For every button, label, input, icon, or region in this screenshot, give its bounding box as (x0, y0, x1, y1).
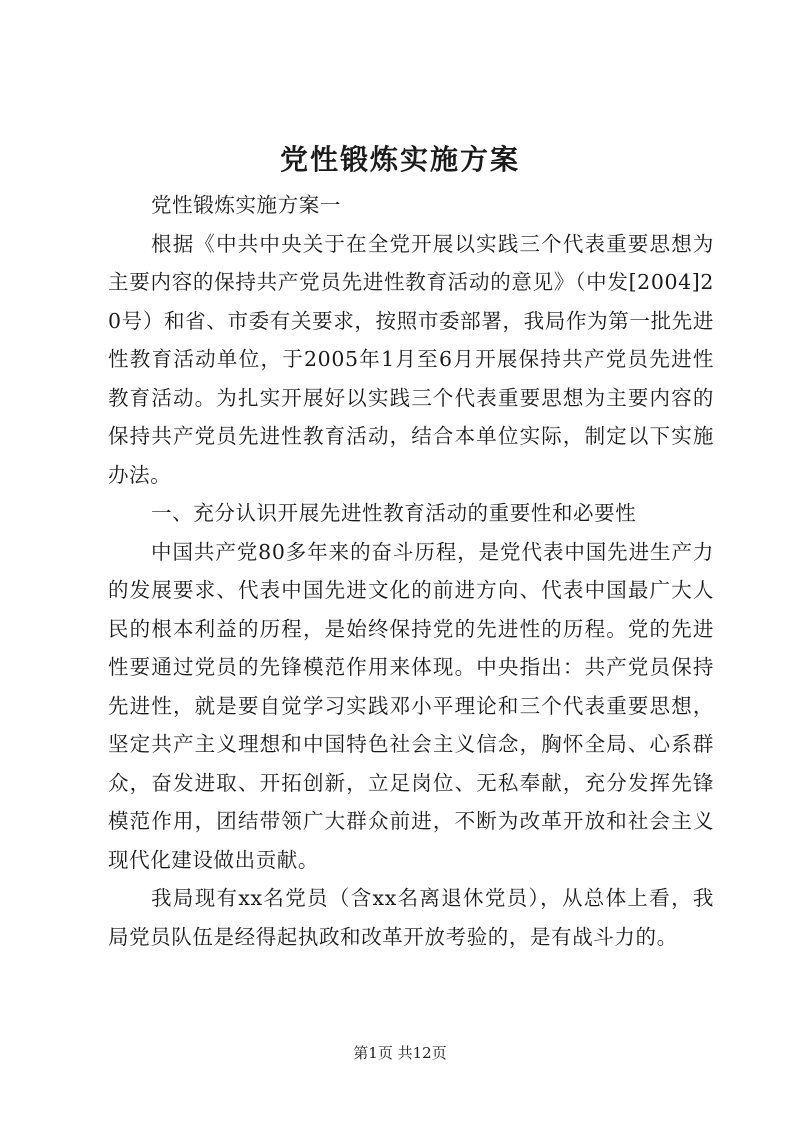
document-title: 党性锻炼实施方案 (279, 143, 520, 176)
section-subtitle: 党性锻炼实施方案一 (151, 193, 341, 217)
document-body (108, 186, 714, 956)
paragraph-intro: 根据《中共中央关于在全党开展以实践三个代表重要思想为主要内容的保持共产党员先进性教育活动的意见》（中发[2004]20号）和省、市委有关要求，按照市委部署，我局作为第一批先进性教育活动单位，于2005年1月至6月开展保持共产党员先进性教育活动。为扎实开展好以实践三个代表重要思想为主要内容的保持共产党员先进性教育活动，结合本单位实际，制定以下实施办法。 (108, 231, 714, 487)
section-heading: 一、充分认识开展先进性教育活动的重要性和必要性 (151, 501, 637, 525)
page-number: 第1页 共12页 (353, 1044, 447, 1062)
paragraph-members: 我局现有xx名党员（含xx名离退休党员），从总体上看，我局党员队伍是经得起执政和改革开放考验的，是有战斗力的。 (108, 886, 714, 949)
paragraph-history: 中国共产党80多年来的奋斗历程，是党代表中国先进生产力的发展要求、代表中国先进文化的前进方向、代表中国最广大人民的根本利益的历程，是始终保持党的先进性的历程。党的先进性要通过党员的先锋模范作用来体现。中央指出：共产党员保持先进性，就是要自觉学习实践邓小平理论和三个代表重要思想，坚定共产主义理想和中国特色社会主义信念，胸怀全局、心系群众，奋发进取、开拓创新，立足岗位、无私奉献，充分发挥先锋模范作用，团结带领广大群众前进，不断为改革开放和社会主义现代化建设做出贡献。 (108, 539, 714, 872)
